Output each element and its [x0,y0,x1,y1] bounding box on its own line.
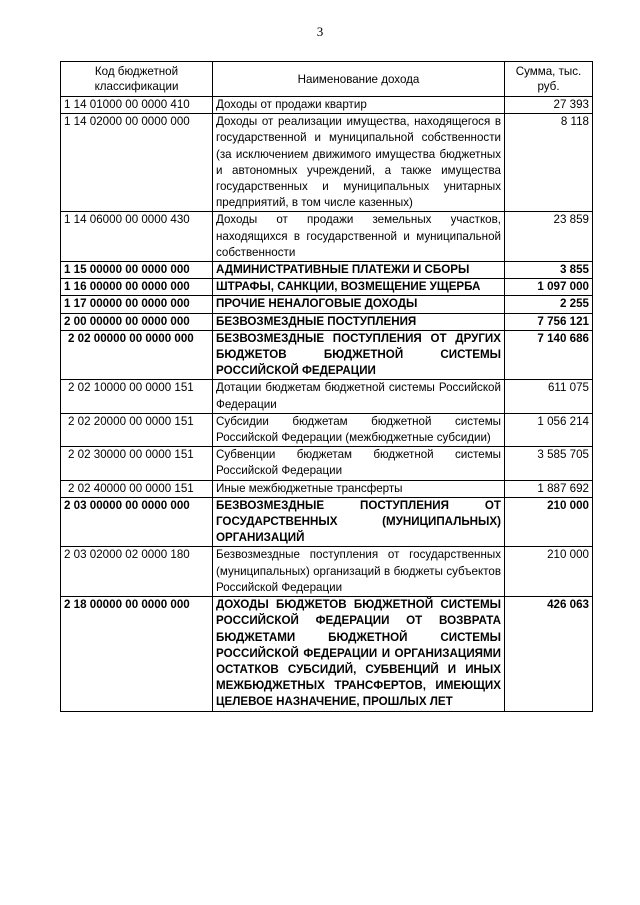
code-cell: 1 15 00000 00 0000 000 [61,262,213,279]
name-cell: Дотации бюджетам бюджетной системы Российской Федерации [213,380,505,413]
name-cell: АДМИНИСТРАТИВНЫЕ ПЛАТЕЖИ И СБОРЫ [213,262,505,279]
sum-cell: 210 000 [505,497,593,547]
name-cell: Безвозмездные поступления от государственных (муниципальных) организаций в бюджеты субъектов Российской Федерации [213,547,505,597]
sum-cell: 3 585 705 [505,447,593,480]
name-cell: БЕЗВОЗМЕЗДНЫЕ ПОСТУПЛЕНИЯ ОТ ГОСУДАРСТВЕННЫХ (МУНИЦИПАЛЬНЫХ) ОРГАНИЗАЦИЙ [213,497,505,547]
table-row [61,97,593,114]
sum-cell: 1 056 214 [505,413,593,446]
name-cell: Субвенции бюджетам бюджетной системы Российской Федерации [213,447,505,480]
header-sum: Сумма, тыс. руб. [505,62,593,97]
sum-cell: 8 118 [505,114,593,212]
code-cell: 1 17 00000 00 0000 000 [61,296,213,313]
table-row [61,279,593,296]
table-row [61,262,593,279]
code-cell: 2 18 00000 00 0000 000 [61,597,213,711]
code-cell: 2 02 20000 00 0000 151 [61,413,213,446]
sum-cell: 426 063 [505,597,593,711]
name-cell: БЕЗВОЗМЕЗДНЫЕ ПОСТУПЛЕНИЯ [213,313,505,330]
sum-cell: 1 097 000 [505,279,593,296]
name-cell: Доходы от реализации имущества, находящегося в государственной и муниципальной собственности (за исключением движимого имущества бюджетных и автономных учреждений, а также имущества государственных и муниципальных унитарных предприятий, в том числе казенных) [213,114,505,212]
name-cell: ШТРАФЫ, САНКЦИИ, ВОЗМЕЩЕНИЕ УЩЕРБА [213,279,505,296]
sum-cell: 2 255 [505,296,593,313]
sum-cell: 7 140 686 [505,330,593,380]
sum-cell: 611 075 [505,380,593,413]
code-cell: 1 14 02000 00 0000 000 [61,114,213,212]
table-body [61,97,593,712]
name-cell: Иные межбюджетные трансферты [213,480,505,497]
table-row [61,597,593,711]
name-cell: БЕЗВОЗМЕЗДНЫЕ ПОСТУПЛЕНИЯ ОТ ДРУГИХ БЮДЖЕТОВ БЮДЖЕТНОЙ СИСТЕМЫ РОССИЙСКОЙ ФЕДЕРАЦИИ [213,330,505,380]
table-row [61,114,593,212]
name-cell: Доходы от продажи земельных участков, находящихся в государственной и муниципальной собственности [213,212,505,262]
name-cell: Доходы от продажи квартир [213,97,505,114]
sum-cell: 23 859 [505,212,593,262]
name-cell: Субсидии бюджетам бюджетной системы Российской Федерации (межбюджетные субсидии) [213,413,505,446]
header-name: Наименование дохода [213,62,505,97]
code-cell: 2 00 00000 00 0000 000 [61,313,213,330]
code-cell: 2 02 40000 00 0000 151 [61,480,213,497]
table-row [61,380,593,413]
table-row [61,547,593,597]
code-cell: 2 02 30000 00 0000 151 [61,447,213,480]
sum-cell: 27 393 [505,97,593,114]
code-cell: 1 14 06000 00 0000 430 [61,212,213,262]
table-row [61,212,593,262]
table-row [61,480,593,497]
sum-cell: 210 000 [505,547,593,597]
code-cell: 2 03 00000 00 0000 000 [61,497,213,547]
code-cell: 1 14 01000 00 0000 410 [61,97,213,114]
page-number: 3 [316,24,324,39]
table-header-row [61,62,593,97]
table-row [61,497,593,547]
code-cell: 2 02 10000 00 0000 151 [61,380,213,413]
table-row [61,296,593,313]
table-row [61,313,593,330]
table-row [61,413,593,446]
sum-cell: 1 887 692 [505,480,593,497]
sum-cell: 7 756 121 [505,313,593,330]
revenue-table [60,61,593,712]
name-cell: ПРОЧИЕ НЕНАЛОГОВЫЕ ДОХОДЫ [213,296,505,313]
name-cell: ДОХОДЫ БЮДЖЕТОВ БЮДЖЕТНОЙ СИСТЕМЫ РОССИЙСКОЙ ФЕДЕРАЦИИ ОТ ВОЗВРАТА БЮДЖЕТАМИ БЮДЖЕТНОЙ СИСТЕМЫ РОССИЙСКОЙ ФЕДЕРАЦИИ И ОРГАНИЗАЦИЯМИ ОСТАТКОВ СУБСИДИЙ, СУБВЕНЦИЙ И ИНЫХ МЕЖБЮДЖЕТНЫХ ТРАНСФЕРТОВ, ИМЕЮЩИХ ЦЕЛЕВОЕ НАЗНАЧЕНИЕ, ПРОШЛЫХ ЛЕТ [213,597,505,711]
code-cell: 2 02 00000 00 0000 000 [61,330,213,380]
table-row [61,330,593,380]
header-code: Код бюджетной классификации [61,62,213,97]
code-cell: 1 16 00000 00 0000 000 [61,279,213,296]
sum-cell: 3 855 [505,262,593,279]
code-cell: 2 03 02000 02 0000 180 [61,547,213,597]
table-row [61,447,593,480]
